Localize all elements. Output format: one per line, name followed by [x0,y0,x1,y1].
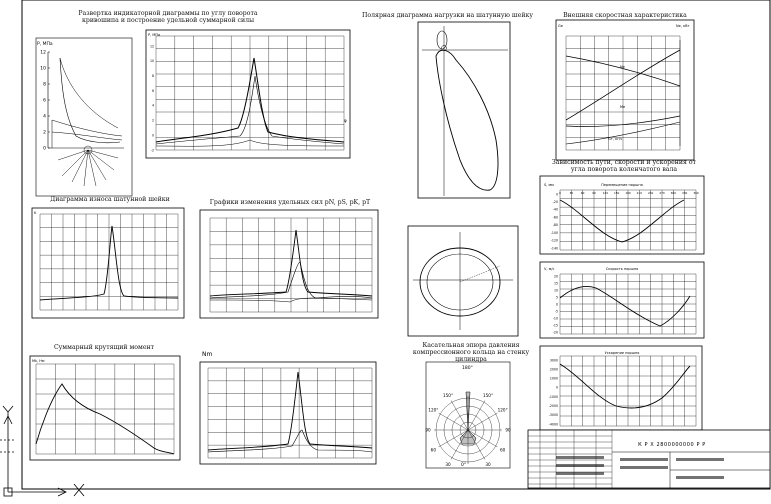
tick-label: -4000 [548,422,558,427]
rose-angle-label: 30 [485,462,491,468]
tick-label: -140 [550,246,558,251]
tick-label: -60 [552,215,558,220]
tick-label: 0 [555,385,558,390]
total-force-xlabel: φ [344,118,347,123]
tick-label: -10 [552,316,558,321]
piston-path-chart [540,176,704,254]
title-kinematics: Зависимость пути, скорости и ускорения от угла поворота коленчатого вала [551,159,697,174]
title-speed: Внешняя скоростная характеристика [563,12,687,19]
tick-label: 8 [151,74,154,79]
piston-speed-chart [540,262,704,338]
title-polar: Полярная диаграмма нагрузки на шатунную шейку [362,12,533,19]
tick-label: 8 [43,82,46,88]
tick-label: 6 [43,98,46,104]
rose-angle-label: 60 [499,447,506,453]
tick-label: 0 [43,146,46,152]
polar-chart [418,22,510,198]
tick-label: -20 [552,330,558,335]
piston-accel-title: Ускорение поршня [604,351,640,355]
torque-peak-ylabel: Nm [202,351,213,358]
title-ring: Касательная эпюра давления компрессионного кольца на стенку цилиндра [412,342,530,364]
speed-curve-gt: Gт, кг/ч [608,137,623,141]
total-force-ylabel: P, МПа [148,33,161,37]
tick-label: 2000 [549,367,558,372]
indicator-ylabel: P, МПа [37,42,53,47]
piston-path-title: Перемещение поршня [601,183,643,187]
stamp-text-block [620,458,668,461]
tick-label: 120 [602,191,609,195]
tick-label: 300 [670,191,677,195]
title-torque: Суммарный крутящий момент [53,344,155,351]
tick-label: -3000 [548,413,558,418]
rose-angle-label: 30 [445,462,451,468]
stamp-text-block [620,466,668,469]
tick-label: 2 [151,118,154,123]
tick-label: -100 [550,230,558,235]
speed-curve-me: Me [620,105,626,109]
tick-label: 360 [693,191,699,195]
ring-circle-chart [408,226,518,336]
tick-label: 4 [43,114,46,120]
piston-accel-chart [540,346,702,430]
tick-label: 3000 [549,358,558,363]
piston-speed-title: Скорость поршня [605,267,639,271]
rose-angle-label: 120° [497,407,508,413]
speed-characteristic-chart [556,20,694,160]
tick-label: 240 [647,191,654,195]
tick-label: -5 [554,309,558,314]
tick-label: 0 [559,191,561,195]
title-block [528,430,770,488]
tick-label: 270 [659,191,665,195]
rose-angle-label: 150° [442,392,454,398]
speed-ylabel-ge: Ge [558,24,563,28]
tick-label: 12 [149,44,154,49]
rose-angle-label: 120° [428,407,439,413]
tick-label: -120 [550,238,558,243]
rose-bottom-label: 0° [461,463,467,468]
tick-label: 150 [613,191,620,195]
speed-ylabel-ne: Ne, кВт [676,24,690,28]
torque-peak-chart [200,351,376,464]
title-forces: Графики изменения удельных сил pN, pS, pK, pT [209,199,371,206]
torque-ylabel: Mk, Нм [32,359,45,363]
wear-chart [32,208,184,318]
tick-label: -20 [552,200,558,205]
stamp-text-block [556,472,604,475]
tick-label: 12 [40,50,46,56]
tick-label: -40 [552,207,558,212]
tick-label: 4 [151,103,154,108]
tick-label: 90 [592,191,596,195]
torque-chart [30,356,180,460]
tick-label: 2 [43,130,46,136]
tick-label: 20 [553,274,558,279]
stamp-text-block [676,476,724,479]
rose-angle-label: 90 [425,427,431,433]
tick-label: 6 [151,88,154,93]
tick-label: 10 [40,66,46,72]
title-indicator: Развертка индикаторной диаграммы по углу поворота кривошипа и построение удельной суммарной силы [78,10,258,25]
tick-label: -2 [150,148,154,153]
rose-top-label: 180° [462,366,473,371]
tick-label: 15 [553,281,558,286]
piston-path-ylabel: S, мм [544,183,554,187]
title-wear: Диаграмма износа шатунной шейки [50,196,170,203]
rose-angle-label: 60 [430,447,437,453]
speed-curve-ne: Ne [620,65,625,69]
tick-label: 0 [151,133,154,138]
stamp-code: К Р Х 2800000000 Р Р [638,442,706,448]
ring-epure-chart [425,362,511,468]
tick-label: 30 [569,191,574,195]
tick-label: 5 [555,295,558,300]
rose-angle-label: 90 [505,427,511,433]
indicator-diagram [36,38,132,196]
tick-label: 10 [149,59,154,64]
rose-angle-label: 150° [482,392,494,398]
tick-label: 330 [681,191,688,195]
tick-label: 210 [636,191,643,195]
tick-label: 0 [555,302,558,307]
tick-label: 0 [555,192,558,197]
total-force-chart [146,30,350,158]
tick-label: 10 [553,288,558,293]
stamp-text-block [556,456,604,459]
tick-label: 60 [580,191,585,195]
stamp-text-block [556,464,604,467]
tick-label: 180 [625,191,631,195]
tick-label: -2000 [548,404,558,409]
piston-speed-ylabel: V, м/с [544,267,555,271]
tick-label: -15 [552,323,558,328]
wear-ylabel: K [34,211,37,215]
stamp-text-block [676,458,724,461]
tick-label: -1000 [548,394,558,399]
forces-chart [200,210,378,318]
tick-label: -80 [552,223,558,228]
tick-label: 1000 [549,376,558,381]
